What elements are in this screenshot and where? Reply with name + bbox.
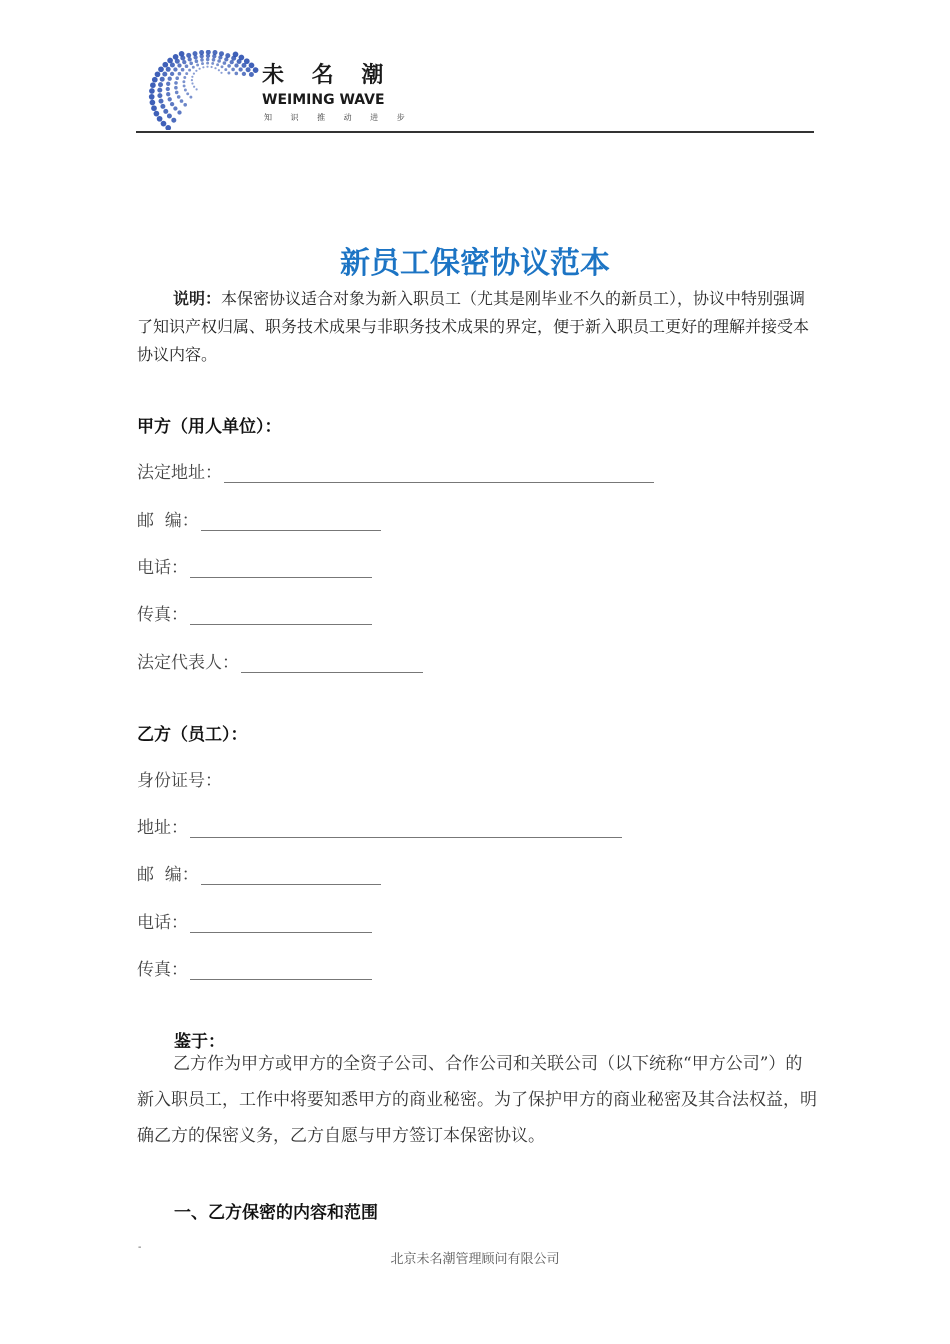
party-a-representative-field — [137, 648, 423, 673]
party-b-postcode-label: 邮 编： — [137, 865, 199, 885]
party-a-address-field — [137, 458, 654, 483]
party-b-address-blank — [190, 819, 622, 838]
party-b-fax-label: 传真： — [137, 960, 188, 980]
logo-chinese-name: 未 名 潮 — [262, 63, 394, 88]
party-a-postcode-blank — [201, 512, 381, 531]
party-a-fax-field — [137, 600, 372, 625]
party-b-address-label: 地址： — [137, 818, 188, 838]
logo-slogan: 知 识 推 动 进 步 — [264, 113, 413, 122]
party-a-phone-field — [137, 553, 372, 578]
section-1-heading: 一、乙方保密的内容和范围 — [174, 1203, 378, 1223]
party-b-heading: 乙方（员工）： — [137, 725, 248, 745]
weiming-wave-logo-icon — [140, 50, 260, 130]
party-b-postcode-blank — [201, 866, 381, 885]
note-text: 本保密协议适合对象为新入职员工（尤其是刚毕业不久的新员工），协议中特别强调了知识产权归属、职务技术成果与非职务技术成果的界定，便于新入职员工更好的理解并接受本协议内容。 — [137, 289, 810, 364]
footer-company: 北京未名潮管理顾问有限公司 — [390, 1252, 560, 1267]
party-b-address-field — [137, 813, 622, 838]
party-b-fax-field — [137, 955, 372, 980]
party-a-address-label: 法定地址： — [137, 463, 222, 483]
footer-mark: - — [138, 1242, 142, 1253]
header-divider — [136, 131, 814, 133]
party-b-postcode-field — [137, 860, 381, 885]
party-b-id-label: 身份证号： — [137, 771, 222, 791]
party-b-phone-field — [137, 908, 372, 933]
party-a-postcode-label: 邮 编： — [137, 511, 199, 531]
party-a-representative-blank — [241, 654, 423, 673]
party-a-postcode-field — [137, 506, 381, 531]
party-a-representative-label: 法定代表人： — [137, 653, 239, 673]
party-a-fax-label: 传真： — [137, 605, 188, 625]
whereas-text: 乙方作为甲方或甲方的全资子公司、合作公司和关联公司（以下统称“甲方公司”）的新入职员工，工作中将要知悉甲方的商业秘密。为了保护甲方的商业秘密及其合法权益，明确乙方的保密义务，乙方自愿与甲方签订本保密协议。 — [137, 1054, 817, 1146]
document-title: 新员工保密协议范本 — [340, 246, 610, 281]
note-paragraph — [137, 285, 817, 369]
party-b-fax-blank — [190, 961, 372, 980]
party-a-address-blank — [224, 464, 654, 483]
party-b-phone-label: 电话： — [137, 913, 188, 933]
party-b-id-field — [137, 766, 222, 791]
party-a-phone-blank — [190, 559, 372, 578]
party-a-phone-label: 电话： — [137, 558, 188, 578]
party-b-phone-blank — [190, 914, 372, 933]
logo-english-name: WEIMING WAVE — [262, 92, 385, 108]
whereas-heading: 鉴于： — [174, 1032, 225, 1052]
party-a-fax-blank — [190, 606, 372, 625]
party-a-heading: 甲方（用人单位）： — [137, 417, 282, 437]
note-label: 说明： — [173, 289, 222, 308]
whereas-paragraph — [137, 1046, 817, 1154]
